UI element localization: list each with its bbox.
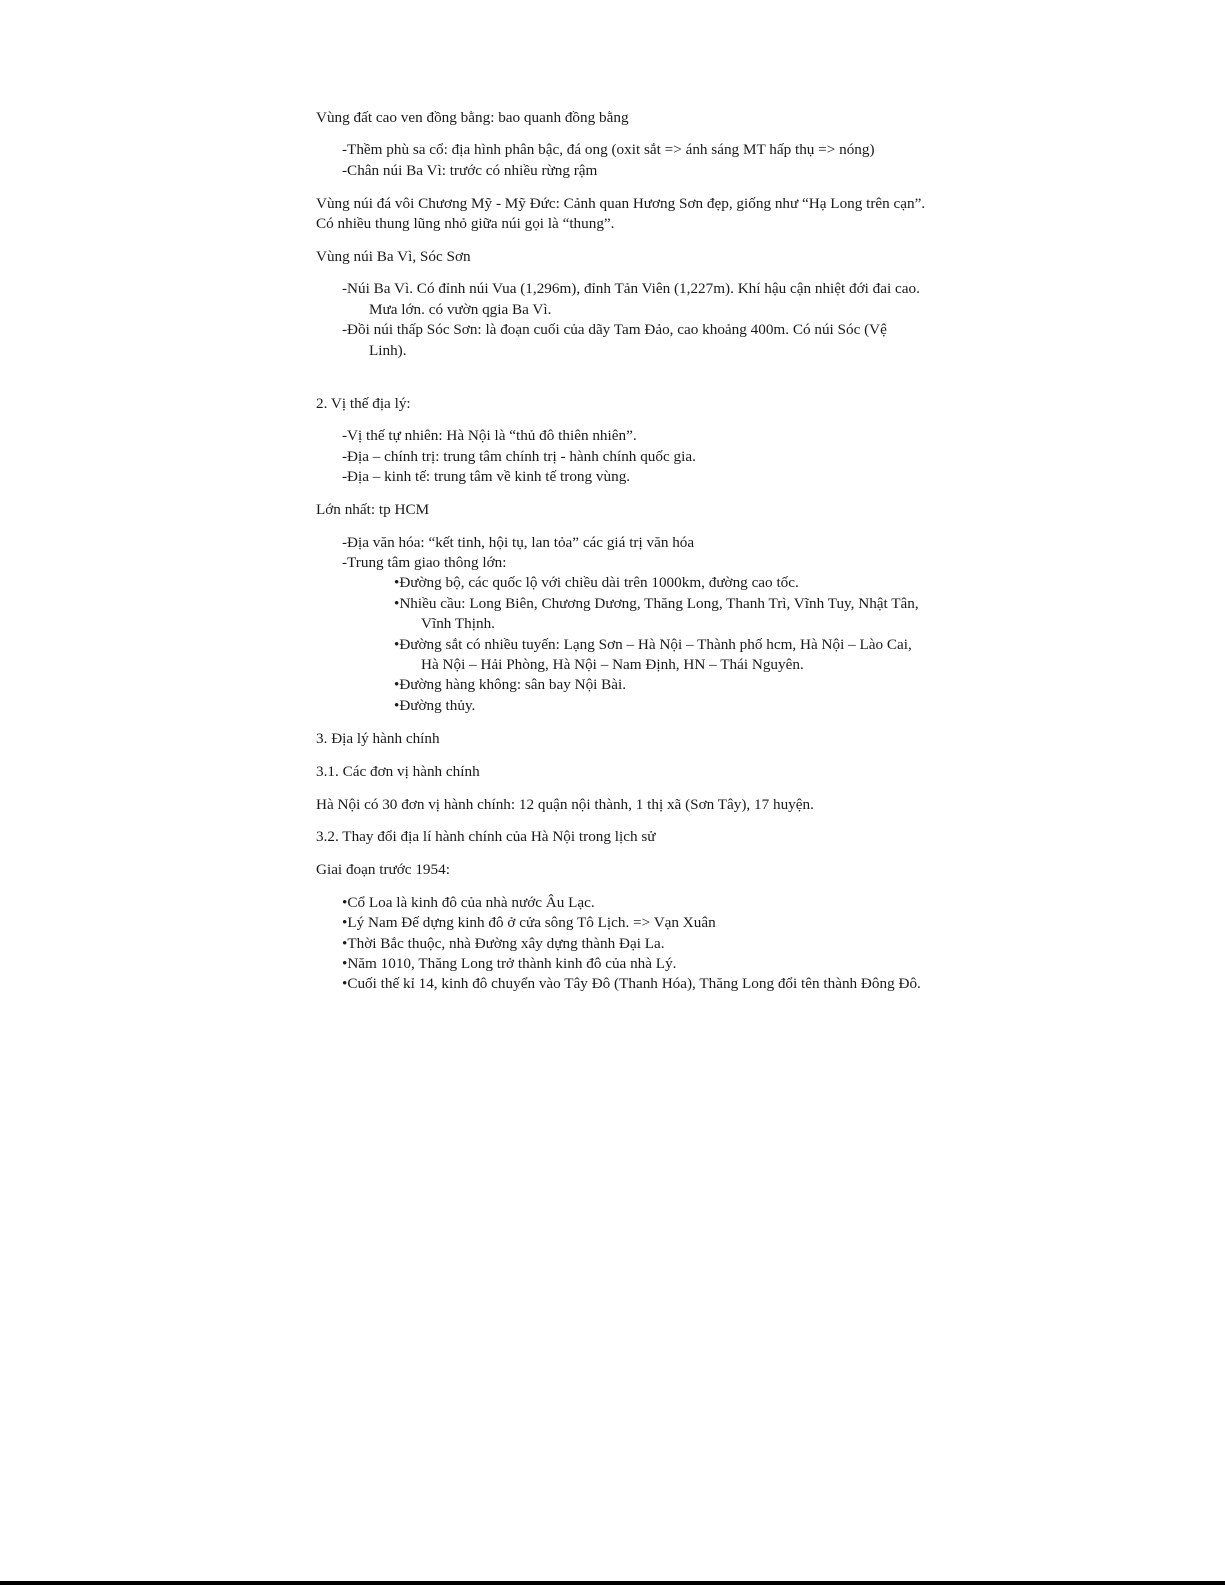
sub-list-item: •Đường sắt có nhiều tuyến: Lạng Sơn – Hà Nội – Thành phố hcm, Hà Nội – Lào Cai, Hà Nội – Hải Phòng, Hà Nội – Nam Định, HN – Thái Nguyên. bbox=[394, 635, 912, 674]
paragraph: Giai đoạn trước 1954: bbox=[316, 861, 450, 879]
paragraph: 3. Địa lý hành chính bbox=[316, 729, 440, 747]
sub-list-item: •Nhiều cầu: Long Biên, Chương Dương, Thăng Long, Thanh Trì, Vĩnh Tuy, Nhật Tân, Vĩnh Thịnh. bbox=[394, 594, 919, 633]
list-item: -Địa văn hóa: “kết tinh, hội tụ, lan tỏa” các giá trị văn hóa bbox=[342, 533, 695, 551]
paragraph: 2. Vị thế địa lý: bbox=[316, 395, 411, 413]
sub-list-item: •Đường hàng không: sân bay Nội Bài. bbox=[394, 676, 627, 694]
document-content bbox=[316, 108, 926, 995]
sub-list-item: •Đường thủy. bbox=[394, 696, 476, 714]
paragraph: Vùng núi Ba Vì, Sóc Sơn bbox=[316, 248, 471, 266]
list-item: -Địa – chính trị: trung tâm chính trị - hành chính quốc gia. bbox=[342, 447, 696, 465]
paragraph: Vùng đất cao ven đồng bằng: bao quanh đồng bằng bbox=[316, 109, 629, 126]
list-item: •Cuối thế kỉ 14, kinh đô chuyển vào Tây Đô (Thanh Hóa), Thăng Long đổi tên thành Đông Đô. bbox=[342, 975, 921, 993]
list-item: -Núi Ba Vì. Có đỉnh núi Vua (1,296m), đỉnh Tản Viên (1,227m). Khí hậu cận nhiệt đới đai cao. Mưa lớn. có vườn qgia Ba Vì. bbox=[342, 280, 920, 318]
paragraph: Hà Nội có 30 đơn vị hành chính: 12 quận nội thành, 1 thị xã (Sơn Tây), 17 huyện. bbox=[316, 795, 814, 813]
paragraph: Lớn nhất: tp HCM bbox=[316, 501, 430, 519]
list-item: -Đồi núi thấp Sóc Sơn: là đoạn cuối của dãy Tam Đảo, cao khoảng 400m. Có núi Sóc (Vệ Linh). bbox=[342, 321, 887, 359]
paragraph: Vùng núi đá vôi Chương Mỹ - Mỹ Đức: Cảnh quan Hương Sơn đẹp, giống như “Hạ Long trên cạn”. Có nhiều thung lũng nhỏ giữa núi gọi là “thung”. bbox=[316, 194, 926, 233]
bullet-list bbox=[316, 140, 926, 181]
bullet-list bbox=[316, 426, 926, 487]
bullet-list bbox=[316, 279, 926, 361]
list-item: -Thềm phù sa cổ: địa hình phân bậc, đá ong (oxit sắt => ánh sáng MT hấp thụ => nóng) bbox=[342, 141, 875, 159]
bullet-list bbox=[316, 893, 926, 995]
list-item: -Vị thế tự nhiên: Hà Nội là “thủ đô thiên nhiên”. bbox=[342, 427, 637, 445]
list-item: -Địa – kinh tế: trung tâm về kinh tế trong vùng. bbox=[342, 468, 631, 486]
paragraph: 3.2. Thay đổi địa lí hành chính của Hà Nội trong lịch sử bbox=[316, 828, 656, 846]
list-item: •Năm 1010, Thăng Long trở thành kinh đô của nhà Lý. bbox=[342, 955, 677, 972]
list-item: -Chân núi Ba Vì: trước có nhiều rừng rậm bbox=[342, 161, 598, 179]
list-item: •Cổ Loa là kinh đô của nhà nước Âu Lạc. bbox=[342, 893, 595, 911]
list-item: •Thời Bắc thuộc, nhà Đường xây dựng thành Đại La. bbox=[342, 934, 665, 952]
bullet-list bbox=[316, 533, 926, 717]
page-bottom-border bbox=[0, 1581, 1225, 1585]
list-item: -Trung tâm giao thông lớn: bbox=[342, 554, 507, 571]
paragraph: 3.1. Các đơn vị hành chính bbox=[316, 762, 480, 780]
list-item: •Lý Nam Đế dựng kinh đô ở cửa sông Tô Lịch. => Vạn Xuân bbox=[342, 914, 716, 932]
sub-list-item: •Đường bộ, các quốc lộ với chiều dài trên 1000km, đường cao tốc. bbox=[394, 574, 799, 592]
